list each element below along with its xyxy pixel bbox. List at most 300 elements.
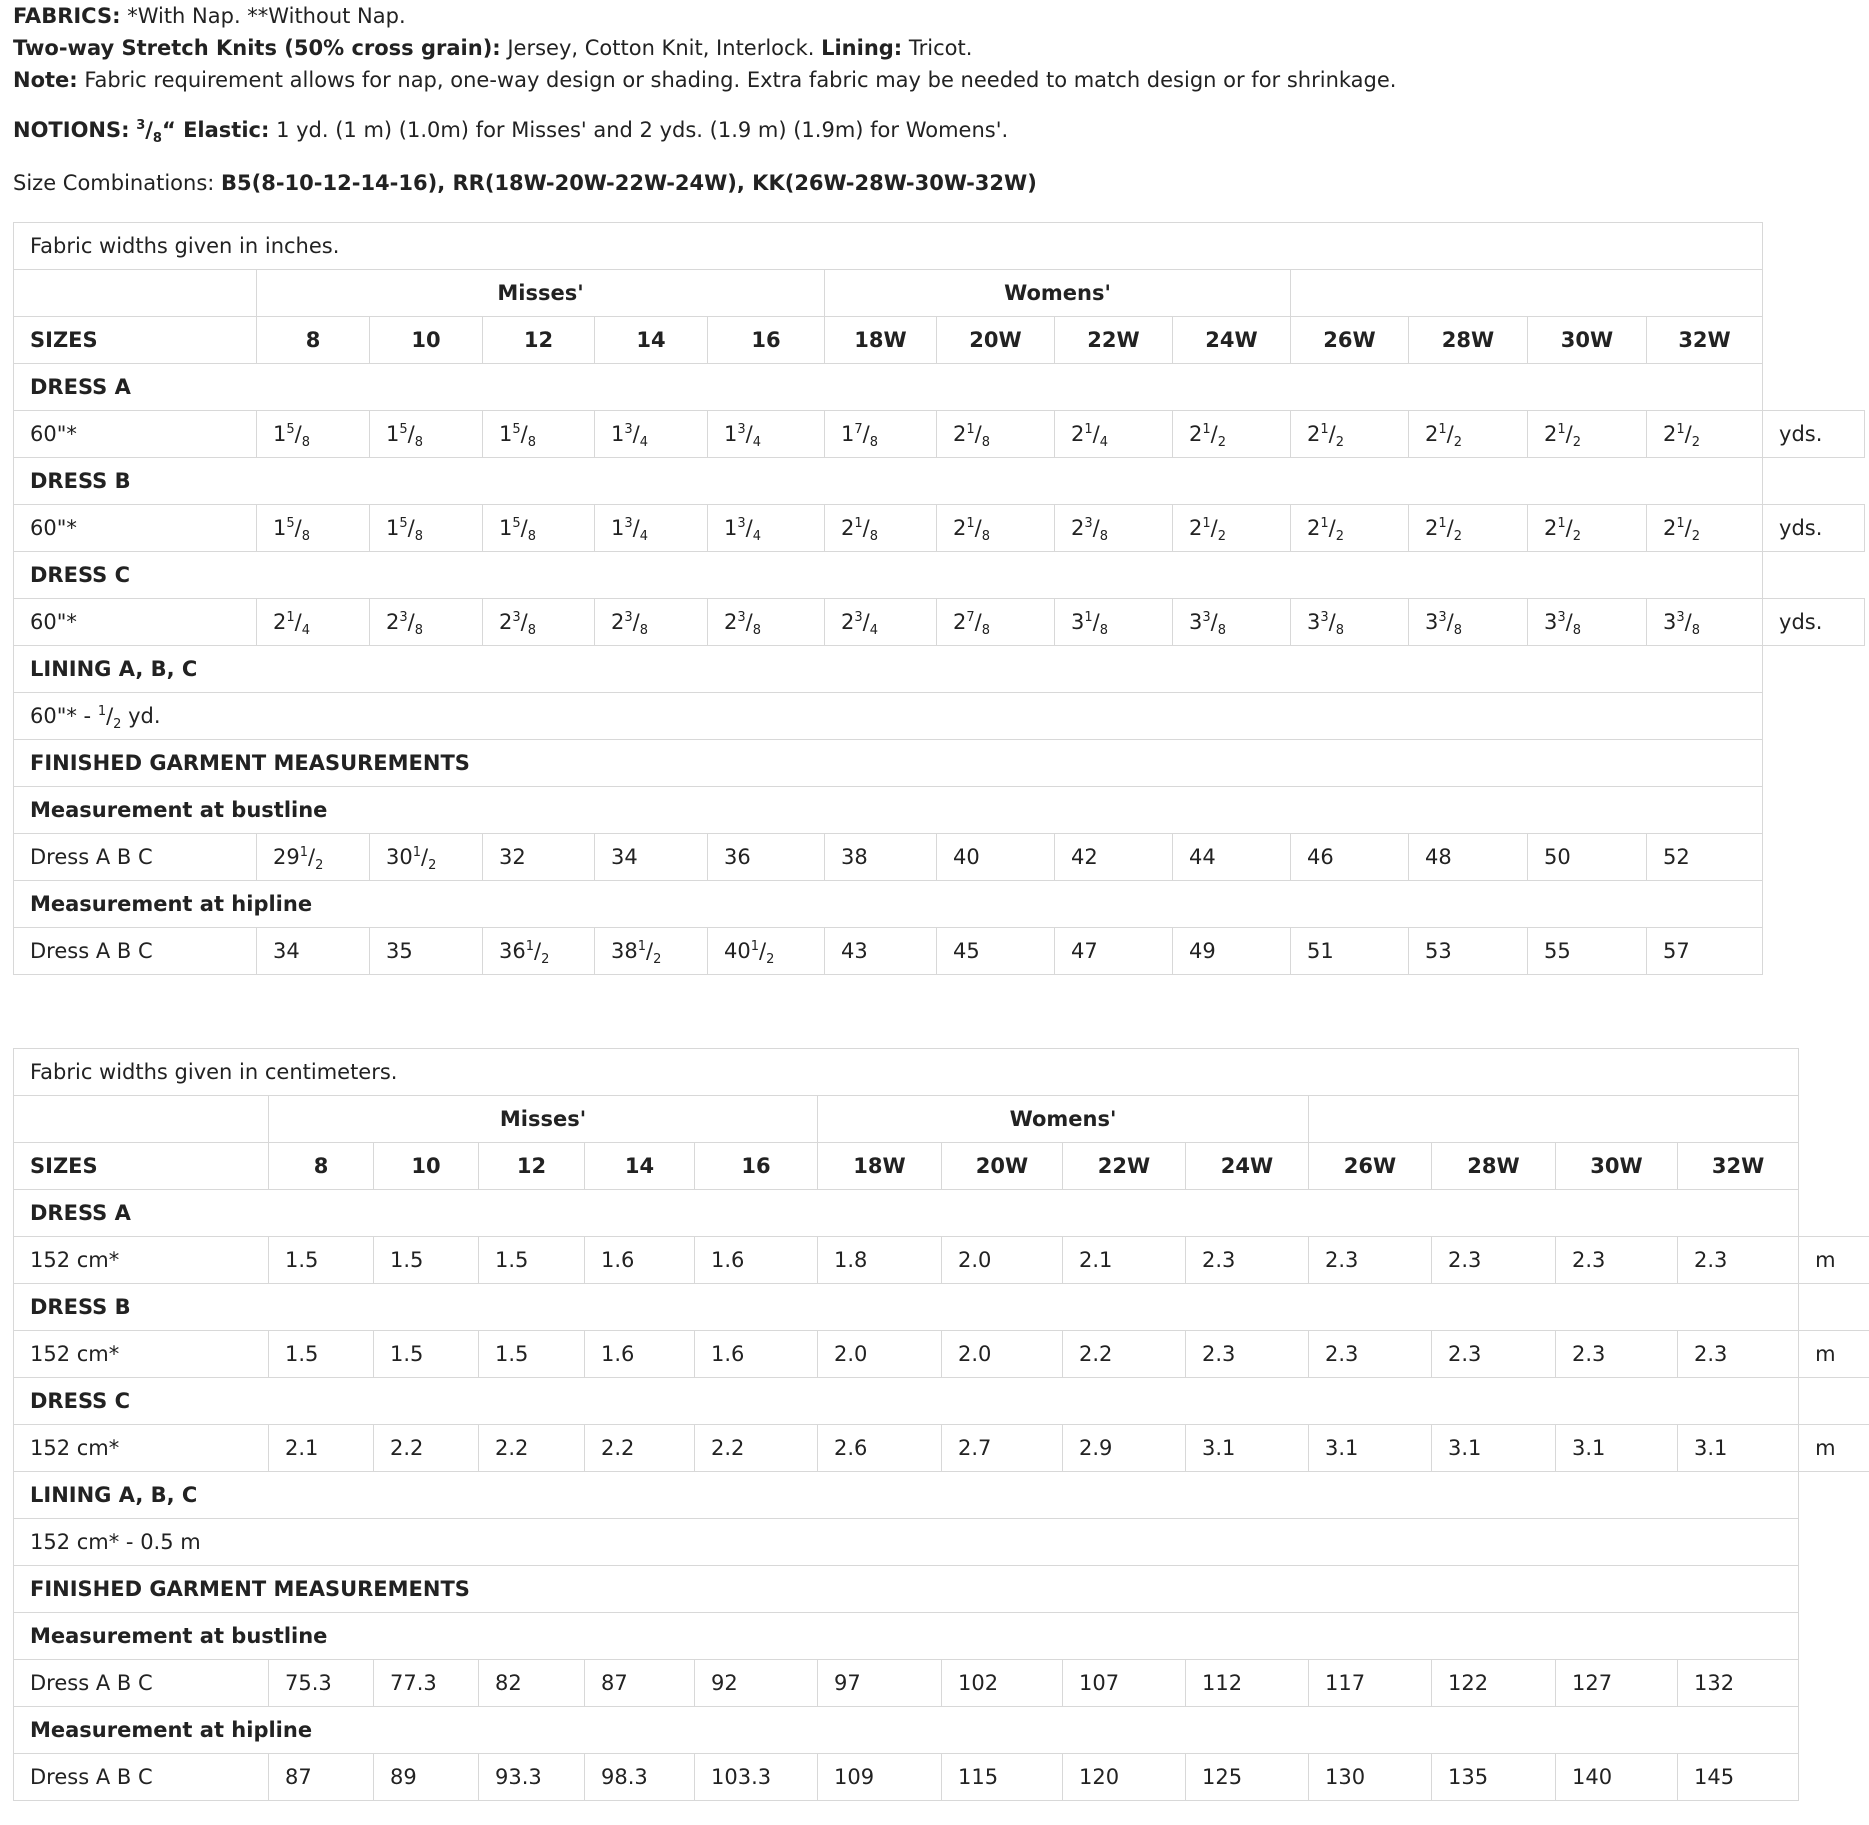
- value-denominator: 2: [1572, 529, 1582, 545]
- value-denominator: 2: [1335, 435, 1345, 451]
- value-cell: 135: [1432, 1754, 1556, 1801]
- hip-label: Measurement at hipline: [14, 1707, 1799, 1754]
- empty-cell: [1799, 1378, 1869, 1425]
- table-row: [14, 1049, 1869, 1096]
- size-header: 30W: [1528, 317, 1647, 364]
- value-cell: 2.1: [1063, 1237, 1186, 1284]
- size-header: 8: [269, 1143, 374, 1190]
- value-cell: 92: [695, 1660, 818, 1707]
- table-row: [14, 1707, 1869, 1754]
- value-numerator: 1: [1084, 422, 1093, 437]
- size-header: 16: [708, 317, 825, 364]
- table-row: [14, 881, 1865, 928]
- value-numerator: 5: [399, 422, 408, 437]
- value-denominator: 8: [869, 435, 879, 451]
- value-cell: $2^1/_8$: [825, 505, 937, 552]
- value-cell: $1^3/_4$: [708, 505, 825, 552]
- dress-b-label: DRESS B: [14, 458, 1763, 505]
- value-cell: [1409, 834, 1528, 881]
- unit-cell: yds.: [1763, 599, 1865, 646]
- row-label: Dress A B C: [14, 928, 257, 975]
- size-header: 10: [374, 1143, 479, 1190]
- value-cell: $1^5/_8$: [370, 411, 483, 458]
- value-cell: 1.8: [818, 1237, 942, 1284]
- value-cell: 2.2: [1063, 1331, 1186, 1378]
- value-denominator: 8: [1099, 623, 1109, 639]
- value-cell: 3.1: [1678, 1425, 1799, 1472]
- value-numerator: 5: [286, 516, 295, 531]
- value-numerator: 1: [854, 516, 863, 531]
- table-row: [14, 411, 1865, 458]
- notions-frac-den: 8: [152, 131, 162, 147]
- empty-cell: [1799, 1284, 1869, 1331]
- value-cell: 3.1: [1432, 1425, 1556, 1472]
- value-whole: 2: [1663, 422, 1677, 446]
- dress-a-label: DRESS A: [14, 1190, 1799, 1237]
- empty-cell: [1763, 317, 1865, 364]
- finished-label: FINISHED GARMENT MEASUREMENTS: [14, 740, 1763, 787]
- empty-cell: [1763, 881, 1865, 928]
- notions-text: 1 yd. (1 m) (1.0m) for Misses' and 2 yds. (1.9 m) (1.9m) for Womens'.: [269, 118, 1009, 142]
- value-cell: [595, 834, 708, 881]
- value-cell: [1528, 928, 1647, 975]
- value-cell: [1173, 928, 1291, 975]
- value-cell: [370, 928, 483, 975]
- lining-text: Tricot.: [902, 36, 973, 60]
- value-whole: 2: [1307, 516, 1321, 540]
- value-cell: 2.3: [1432, 1237, 1556, 1284]
- value-whole: 36: [499, 939, 526, 963]
- empty-cell: [1763, 552, 1865, 599]
- value-cell: $2^1/_2$: [1173, 411, 1291, 458]
- value-numerator: 3: [1676, 610, 1685, 625]
- value-whole: 2: [953, 422, 967, 446]
- value-cell: 2.3: [1432, 1331, 1556, 1378]
- lining-value: 60"* - $^1/_2$ yd.: [14, 693, 1763, 740]
- value-numerator: 5: [399, 516, 408, 531]
- value-whole: 2: [1071, 516, 1085, 540]
- size-header: 18W: [825, 317, 937, 364]
- table-row: [14, 1660, 1869, 1707]
- value-cell: $29^1/_2$: [257, 834, 370, 881]
- group-misses: Misses': [269, 1096, 818, 1143]
- combos-text: B5(8-10-12-14-16), RR(18W-20W-22W-24W), KK(26W-28W-30W-32W): [221, 171, 1037, 195]
- value-cell: 2.3: [1309, 1331, 1432, 1378]
- value-whole: 36: [724, 845, 751, 869]
- sizes-label: SIZES: [14, 317, 257, 364]
- table-row: [14, 1519, 1869, 1566]
- value-cell: [937, 928, 1055, 975]
- value-denominator: 4: [869, 623, 879, 639]
- value-cell: 120: [1063, 1754, 1186, 1801]
- value-whole: 1: [386, 516, 400, 540]
- value-denominator: 8: [301, 435, 311, 451]
- table-row: [14, 1425, 1869, 1472]
- table-row: [14, 646, 1865, 693]
- knits-line: [13, 36, 972, 60]
- value-denominator: 2: [766, 952, 775, 968]
- value-denominator: 4: [639, 529, 649, 545]
- value-numerator: 3: [1202, 610, 1211, 625]
- empty-cell: [1763, 458, 1865, 505]
- table-row: [14, 1237, 1869, 1284]
- value-cell: $2^1/_4$: [257, 599, 370, 646]
- size-header: 28W: [1432, 1143, 1556, 1190]
- value-numerator: 5: [512, 516, 521, 531]
- value-whole: 40: [953, 845, 980, 869]
- value-cell: [1528, 834, 1647, 881]
- table-row: [14, 1613, 1869, 1660]
- value-cell: $1^3/_4$: [595, 505, 708, 552]
- value-cell: 2.3: [1309, 1237, 1432, 1284]
- empty-cell: [1763, 223, 1865, 270]
- value-cell: 109: [818, 1754, 942, 1801]
- value-numerator: 1: [1438, 422, 1447, 437]
- value-cell: $2^7/_8$: [937, 599, 1055, 646]
- value-numerator: 3: [854, 610, 863, 625]
- fabrics-text: *With Nap. **Without Nap.: [120, 4, 406, 28]
- value-whole: 38: [841, 845, 868, 869]
- table-row: [14, 1331, 1869, 1378]
- combos-label: Size Combinations:: [13, 171, 222, 195]
- value-denominator: 2: [1217, 529, 1227, 545]
- bust-label: Measurement at bustline: [14, 787, 1763, 834]
- value-cell: $2^1/_2$: [1291, 411, 1409, 458]
- value-cell: 89: [374, 1754, 479, 1801]
- value-cell: 2.2: [374, 1425, 479, 1472]
- row-label: 152 cm*: [14, 1331, 269, 1378]
- value-cell: 98.3: [585, 1754, 695, 1801]
- value-cell: 2.3: [1678, 1331, 1799, 1378]
- value-whole: 30: [386, 845, 413, 869]
- value-numerator: 1: [525, 939, 535, 954]
- notions-line: NOTIONS: $^3/_8“$ Elastic: 1 yd. (1 m) (1.0m) for Misses' and 2 yds. (1.9 m) (1.9m) for Womens'.: [13, 118, 1009, 147]
- value-cell: $1^5/_8$: [257, 411, 370, 458]
- row-label: Dress A B C: [14, 1660, 269, 1707]
- value-cell: $36^1/_2$: [483, 928, 595, 975]
- knits-label: Two-way Stretch Knits (50% cross grain):: [13, 36, 501, 60]
- notions-elastic: “ Elastic:: [161, 118, 270, 142]
- value-whole: 1: [724, 422, 738, 446]
- value-cell: [708, 834, 825, 881]
- value-cell: $1^3/_4$: [708, 411, 825, 458]
- value-numerator: 1: [286, 610, 295, 625]
- empty-cell: [1799, 1754, 1869, 1801]
- dress-b-label: DRESS B: [14, 1284, 1799, 1331]
- value-cell: 2.3: [1678, 1237, 1799, 1284]
- table-row: [14, 693, 1865, 740]
- value-whole: 1: [386, 422, 400, 446]
- value-whole: 48: [1425, 845, 1452, 869]
- size-header: 26W: [1309, 1143, 1432, 1190]
- value-cell: 127: [1556, 1660, 1678, 1707]
- table-row: [14, 928, 1865, 975]
- value-whole: 2: [1071, 422, 1085, 446]
- value-cell: $1^5/_8$: [257, 505, 370, 552]
- value-denominator: 8: [752, 623, 762, 639]
- row-label: Dress A B C: [14, 1754, 269, 1801]
- value-cell: [1291, 834, 1409, 881]
- row-label: 60"*: [14, 411, 257, 458]
- size-header: 26W: [1291, 317, 1409, 364]
- value-cell: 1.5: [374, 1331, 479, 1378]
- value-cell: $30^1/_2$: [370, 834, 483, 881]
- value-numerator: 3: [1084, 516, 1093, 531]
- value-cell: 93.3: [479, 1754, 585, 1801]
- value-whole: 40: [724, 939, 751, 963]
- value-numerator: 1: [1557, 422, 1566, 437]
- value-denominator: 8: [1217, 623, 1227, 639]
- value-denominator: 2: [1453, 435, 1463, 451]
- value-denominator: 8: [527, 435, 537, 451]
- size-header: 32W: [1678, 1143, 1799, 1190]
- value-cell: [825, 928, 937, 975]
- value-cell: $1^7/_8$: [825, 411, 937, 458]
- hip-label: Measurement at hipline: [14, 881, 1763, 928]
- lining-label: Lining:: [821, 36, 903, 60]
- value-numerator: 1: [1202, 516, 1211, 531]
- value-denominator: 8: [981, 623, 991, 639]
- value-cell: $2^1/_2$: [1528, 411, 1647, 458]
- size-header: 22W: [1063, 1143, 1186, 1190]
- table-row: [14, 787, 1865, 834]
- value-denominator: 2: [1335, 529, 1345, 545]
- value-cell: 102: [942, 1660, 1063, 1707]
- empty-cell: [1799, 1566, 1869, 1613]
- value-whole: 46: [1307, 845, 1334, 869]
- unit-cell: yds.: [1763, 505, 1865, 552]
- value-denominator: 2: [315, 858, 324, 874]
- dress-c-label: DRESS C: [14, 1378, 1799, 1425]
- value-cell: $38^1/_2$: [595, 928, 708, 975]
- size-header: 28W: [1409, 317, 1528, 364]
- value-cell: 2.7: [942, 1425, 1063, 1472]
- value-whole: 2: [1307, 422, 1321, 446]
- row-label: Dress A B C: [14, 834, 257, 881]
- value-whole: 53: [1425, 939, 1452, 963]
- lining-label: LINING A, B, C: [14, 646, 1763, 693]
- table-row: [14, 599, 1865, 646]
- value-numerator: 3: [737, 516, 746, 531]
- value-cell: 122: [1432, 1660, 1556, 1707]
- combos-line: [13, 171, 1037, 195]
- value-whole: 1: [273, 516, 287, 540]
- table-row: [14, 1378, 1869, 1425]
- value-whole: 3: [1307, 610, 1321, 634]
- empty-cell: [1799, 1660, 1869, 1707]
- value-cell: $2^3/_8$: [483, 599, 595, 646]
- value-whole: 2: [1189, 516, 1203, 540]
- value-cell: $2^3/_8$: [1055, 505, 1173, 552]
- table-row: [14, 505, 1865, 552]
- value-whole: 2: [611, 610, 625, 634]
- value-denominator: 8: [981, 529, 991, 545]
- value-whole: 43: [841, 939, 868, 963]
- value-whole: 2: [1544, 422, 1558, 446]
- size-header: 22W: [1055, 317, 1173, 364]
- value-cell: 87: [269, 1754, 374, 1801]
- value-cell: $2^3/_8$: [595, 599, 708, 646]
- value-cell: [483, 834, 595, 881]
- value-cell: $3^3/_8$: [1409, 599, 1528, 646]
- group-blank: [14, 1096, 269, 1143]
- value-cell: 145: [1678, 1754, 1799, 1801]
- empty-cell: [1763, 646, 1865, 693]
- dress-a-label: DRESS A: [14, 364, 1763, 411]
- unit-cell: yds.: [1763, 411, 1865, 458]
- table-row: [14, 834, 1865, 881]
- value-whole: 2: [386, 610, 400, 634]
- value-numerator: 3: [1557, 610, 1566, 625]
- bust-label: Measurement at bustline: [14, 1613, 1799, 1660]
- table-row: [14, 317, 1865, 364]
- value-cell: 2.6: [818, 1425, 942, 1472]
- value-cell: 2.3: [1186, 1237, 1309, 1284]
- value-whole: 2: [841, 516, 855, 540]
- value-denominator: 8: [1453, 623, 1463, 639]
- value-whole: 1: [611, 422, 625, 446]
- note-text: Fabric requirement allows for nap, one-way design or shading. Extra fabric may be needed to match design or for shrinkage.: [77, 68, 1397, 92]
- value-denominator: 2: [1572, 435, 1582, 451]
- value-cell: 2.2: [695, 1425, 818, 1472]
- value-cell: 2.2: [479, 1425, 585, 1472]
- value-numerator: 1: [1320, 422, 1329, 437]
- inches-table: [13, 222, 1865, 975]
- empty-cell: [1799, 1143, 1869, 1190]
- centimeters-table: [13, 1048, 1869, 1801]
- value-cell: 77.3: [374, 1660, 479, 1707]
- value-cell: 1.5: [269, 1331, 374, 1378]
- value-denominator: 8: [639, 623, 649, 639]
- value-whole: 2: [1663, 516, 1677, 540]
- table-caption: Fabric widths given in inches.: [14, 223, 1763, 270]
- value-cell: 1.5: [479, 1237, 585, 1284]
- value-denominator: 2: [428, 858, 437, 874]
- size-header: 14: [595, 317, 708, 364]
- value-whole: 2: [841, 610, 855, 634]
- value-cell: [257, 928, 370, 975]
- empty-cell: [1763, 834, 1865, 881]
- value-whole: 47: [1071, 939, 1098, 963]
- table-row: [14, 1096, 1869, 1143]
- value-numerator: 1: [299, 845, 309, 860]
- value-whole: 2: [1544, 516, 1558, 540]
- value-cell: 1.5: [269, 1237, 374, 1284]
- value-cell: 112: [1186, 1660, 1309, 1707]
- knits-text: Jersey, Cotton Knit, Interlock.: [500, 36, 822, 60]
- empty-cell: [1799, 1519, 1869, 1566]
- unit-cell: m: [1799, 1425, 1869, 1472]
- value-numerator: 3: [737, 422, 746, 437]
- value-cell: $3^3/_8$: [1528, 599, 1647, 646]
- group-blank-plus: [1291, 270, 1763, 317]
- size-header: 20W: [942, 1143, 1063, 1190]
- row-label: 60"*: [14, 599, 257, 646]
- value-denominator: 8: [301, 529, 311, 545]
- empty-cell: [1763, 740, 1865, 787]
- value-whole: 32: [499, 845, 526, 869]
- value-numerator: 7: [854, 422, 863, 437]
- value-numerator: 3: [399, 610, 408, 625]
- value-cell: 2.3: [1186, 1331, 1309, 1378]
- value-cell: $2^1/_2$: [1528, 505, 1647, 552]
- value-numerator: 1: [1202, 422, 1211, 437]
- value-whole: 34: [611, 845, 638, 869]
- row-label: 60"*: [14, 505, 257, 552]
- size-header: 14: [585, 1143, 695, 1190]
- value-cell: 1.5: [479, 1331, 585, 1378]
- value-denominator: 2: [1453, 529, 1463, 545]
- value-whole: 2: [953, 516, 967, 540]
- value-whole: 38: [611, 939, 638, 963]
- value-cell: [1055, 928, 1173, 975]
- value-cell: $1^3/_4$: [595, 411, 708, 458]
- value-cell: 82: [479, 1660, 585, 1707]
- value-denominator: 8: [414, 623, 424, 639]
- empty-cell: [1763, 693, 1865, 740]
- value-cell: $1^5/_8$: [483, 505, 595, 552]
- value-cell: 2.3: [1556, 1237, 1678, 1284]
- value-denominator: 4: [1099, 435, 1109, 451]
- finished-label: FINISHED GARMENT MEASUREMENTS: [14, 1566, 1799, 1613]
- value-cell: $3^3/_8$: [1647, 599, 1763, 646]
- value-cell: 125: [1186, 1754, 1309, 1801]
- value-cell: $2^3/_8$: [708, 599, 825, 646]
- value-whole: 2: [724, 610, 738, 634]
- value-numerator: 1: [1676, 422, 1685, 437]
- value-denominator: 8: [869, 529, 879, 545]
- fabrics-line: [13, 4, 406, 28]
- value-cell: 1.6: [695, 1237, 818, 1284]
- value-numerator: 1: [750, 939, 760, 954]
- size-header: 24W: [1173, 317, 1291, 364]
- value-cell: $1^5/_8$: [483, 411, 595, 458]
- value-cell: $2^3/_8$: [370, 599, 483, 646]
- size-header: 32W: [1647, 317, 1763, 364]
- empty-cell: [1763, 787, 1865, 834]
- value-cell: 130: [1309, 1754, 1432, 1801]
- value-numerator: 1: [1084, 610, 1093, 625]
- value-denominator: 2: [1691, 529, 1701, 545]
- value-denominator: 8: [1335, 623, 1345, 639]
- empty-cell: [1799, 1096, 1869, 1143]
- value-cell: $40^1/_2$: [708, 928, 825, 975]
- table-row: [14, 223, 1865, 270]
- table-row: [14, 1284, 1869, 1331]
- table-row: [14, 364, 1865, 411]
- row-label: 152 cm*: [14, 1237, 269, 1284]
- value-numerator: 3: [624, 516, 633, 531]
- group-blank-plus: [1309, 1096, 1799, 1143]
- value-cell: 87: [585, 1660, 695, 1707]
- value-numerator: 1: [637, 939, 647, 954]
- value-numerator: 5: [286, 422, 295, 437]
- group-womens: Womens': [825, 270, 1291, 317]
- value-cell: [1409, 928, 1528, 975]
- empty-cell: [1799, 1613, 1869, 1660]
- value-whole: 1: [724, 516, 738, 540]
- value-denominator: 8: [527, 529, 537, 545]
- value-cell: $2^1/_2$: [1647, 505, 1763, 552]
- value-whole: 3: [1663, 610, 1677, 634]
- value-whole: 2: [1189, 422, 1203, 446]
- value-numerator: 3: [512, 610, 521, 625]
- value-cell: 3.1: [1556, 1425, 1678, 1472]
- value-cell: 132: [1678, 1660, 1799, 1707]
- value-whole: 2: [1425, 422, 1439, 446]
- value-cell: 2.2: [585, 1425, 695, 1472]
- value-cell: 115: [942, 1754, 1063, 1801]
